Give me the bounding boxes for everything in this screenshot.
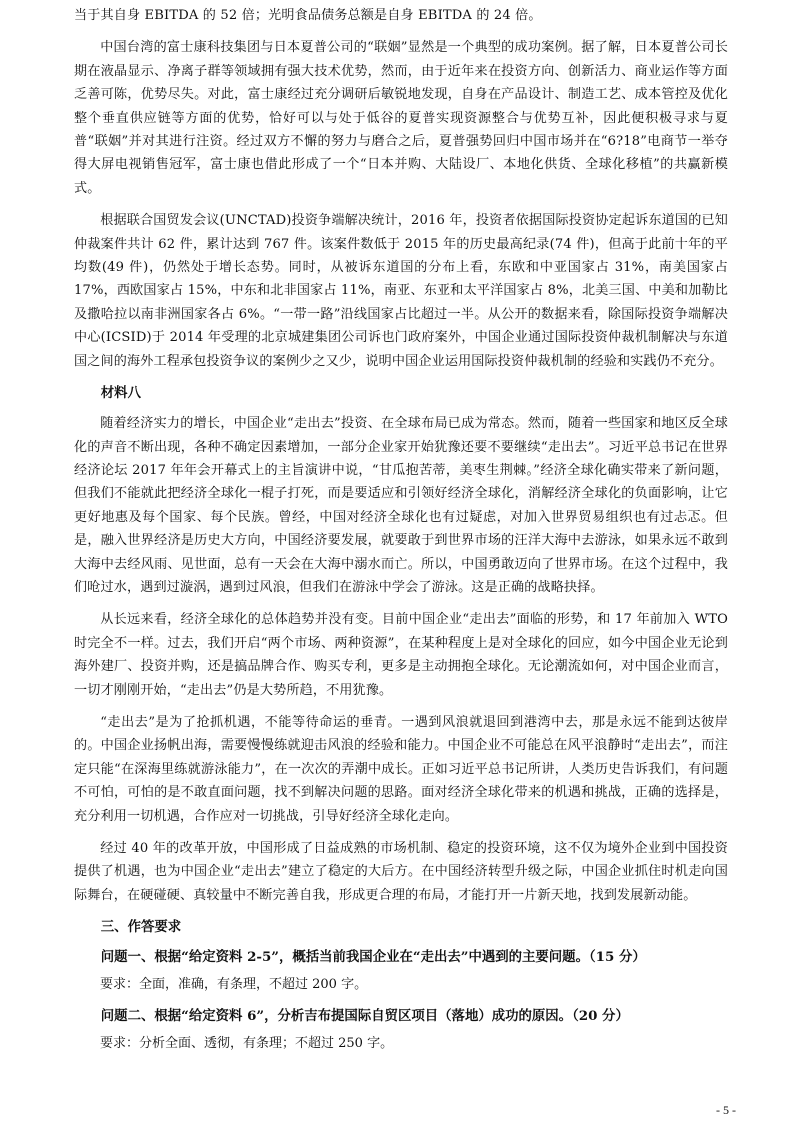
paragraph-unctad-statistics: 根据联合国贸发会议(UNCTAD)投资争端解决统计，2016 年，投资者依据国际投资协定起诉东道国的已知仲裁案件共计 62 件，累计达到 767 件。该案件数低于 2015 年的历史最高纪录(74 件)，但高于此前十年的平均数(49 件)，仍然处于增长态势。同时，从被诉东道国的分布上看，东欧和中亚国家占 31%，南美国家占 17%，西欧国家占 15%，中东和北非国家占 11%，南亚、东亚和太平洋国家占 8%，北美三国、中美和加勒比及撒哈拉以南非洲国家各占 6%。“一带一路”沿线国家占比超过一半。从公开的数据来看，除国际投资争端解决中心(ICSID)于 2014 年受理的北京城建集团公司诉也门政府案外，中国企业通过国际投资仲裁机制解决与东道国之间的海外工程承包投资争议的案例少之又少，说明中国企业运用国际投资仲裁机制的经验和实践仍不充分。: [74, 213, 728, 369]
paragraph-going-global: 随着经济实力的增长，中国企业“走出去”投资、在全球布局已成为常态。然而，随着一些国家和地区反全球化的声音不断出现，各种不确定因素增加，一部分企业家开始犹豫还要不要继续“走出去”。习近平总书记在世界经济论坛 2017 年年会开幕式上的主旨演讲中说，“甘瓜抱苦蒂，美枣生荆棘。”经济全球化确实带来了新问题，但我们不能就此把经济全球化一棍子打死，而是要适应和引领好经济全球化，消解经济全球化的负面影响，让它更好地惠及每个国家、每个民族。曾经，中国对经济全球化也有过疑虑，对加入世界贸易组织也有过忐忑。但是，融入世界经济是历史大方向，中国经济要发展，就要敢于到世界市场的汪洋大海中去游泳，如果永远不敢到大海中去经风雨、见世面，总有一天会在大海中溺水而亡。所以，中国勇敢迈向了世界市场。在这个过程中，我们呛过水，遇到过漩涡，遇到过风浪，但我们在游泳中学会了游泳。这是正确的战略抉择。: [74, 416, 728, 595]
question-two-requirement: 要求：分析全面、透彻，有条理；不超过 250 字。: [100, 1036, 394, 1052]
page-number: - 5 -: [716, 1103, 736, 1117]
answer-requirements-heading: 三、作答要求: [100, 919, 182, 936]
question-one: 问题一、根据“给定资料 2-5”，概括当前我国企业在“走出去”中遇到的主要问题。（15 分）: [100, 949, 646, 966]
paragraph-reform-opening: 经过 40 年的改革开放，中国形成了日益成熟的市场机制、稳定的投资环境，这不仅为境外企业到中国投资提供了机遇，也为中国企业“走出去”建立了稳定的大后方。在中国经济转型升级之际，中国企业抓住时机走向国际舞台，在硬碰硬、真较量中不断完善自我，形成更合理的布局，才能打开一片新天地，找到发展新动能。: [74, 841, 728, 903]
question-two: 问题二、根据“给定资料 6”，分析吉布提国际自贸区项目（落地）成功的原因。（20 分）: [100, 1008, 629, 1025]
paragraph-continuation: 当于其自身 EBITDA 的 52 倍；光明食品债务总额是自身 EBITDA 的 24 倍。: [74, 8, 542, 23]
paragraph-foxconn-sharp: 中国台湾的富士康科技集团与日本夏普公司的“联姻”显然是一个典型的成功案例。据了解，日本夏普公司长期在液晶显示、净离子群等领域拥有强大技术优势，然而，由于近年来在投资方向、创新活力、商业运作等方面乏善可陈，优势尽失。对此，富士康经过充分调研后敏锐地发现，自身在产品设计、制造工艺、成本管控及优化整个垂直供应链等方面的优势，恰好可以与处于低谷的夏普实现资源整合与优势互补，因此便积极寻求与夏普“联姻”并对其进行注资。经过双方不懈的努力与磨合之后，夏普强势回归中国市场并在“6?18”电商节一举夺得大屏电视销售冠军，富士康也借此形成了一个“日本并购、大陆设厂、本地化供货、全球化移植”的共赢新模式。: [74, 40, 728, 196]
material-eight-heading: 材料八: [100, 385, 141, 402]
question-one-requirement: 要求：全面，准确，有条理，不超过 200 字。: [100, 977, 368, 993]
paragraph-long-term-trend: 从长远来看，经济全球化的总体趋势并没有变。目前中国企业“走出去”面临的形势，和 17 年前加入 WTO 时完全不一样。过去，我们开启“两个市场、两种资源”，在某种程度上是对全球化的回应，如今中国企业无论到海外建厂、投资并购，还是搞品牌合作、购买专利，更多是主动拥抱全球化。无论潮流如何，对中国企业而言，一切才刚刚开始，“走出去”仍是大势所趋，不用犹豫。: [74, 612, 728, 698]
paragraph-seize-opportunity: “走出去”是为了抢抓机遇，不能等待命运的垂青。一遇到风浪就退回到港湾中去，那是永远不能到达彼岸的。中国企业扬帆出海，需要慢慢练就迎击风浪的经验和能力。中国企业不可能总在风平浪静时“走出去”，而注定只能“在深海里练就游泳能力”，在一次次的弄潮中成长。正如习近平总书记所讲，人类历史告诉我们，有问题不可怕，可怕的是不敢直面问题，找不到解决问题的思路。面对经济全球化带来的机遇和挑战，正确的选择是，充分利用一切机遇，合作应对一切挑战，引导好经济全球化走向。: [74, 714, 728, 824]
